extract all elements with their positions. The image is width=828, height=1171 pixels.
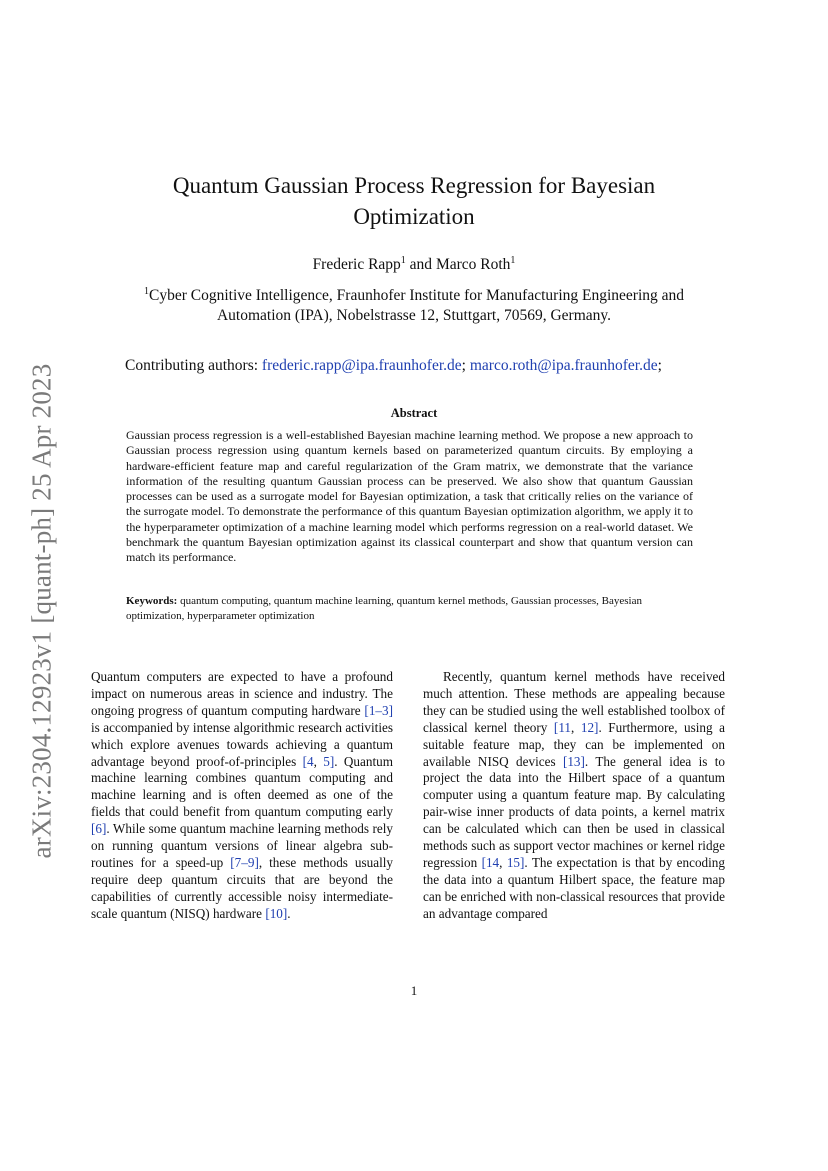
citation-separator: ,	[499, 854, 507, 870]
citation-link[interactable]: [4	[302, 753, 314, 769]
affiliation-marker: 1	[143, 285, 149, 297]
citation-link[interactable]: 15]	[506, 854, 525, 870]
citation-link[interactable]: [7–9]	[230, 854, 259, 870]
abstract-text: Gaussian process regression is a well-established Bayesian machine learning method. We propose a new approach to Gaussian process regression using quantum kernels based on parameterized quantum circuits. By employing a hardware-efficient feature map and careful regularization of the Gram matrix, we demonstrate that the variance information of the resulting quantum Gaussian process can be preserved. We also show that quantum Gaussian processes can be used as a surrogate model for Bayesian optimization, a task that critically relies on the variance of the surrogate model. To demonstrate the performance of this quantum Bayesian optimization algorithm, we apply it to the hyperparameter optimization of a machine learning model which performs regression on a real-world dataset. We benchmark the quantum Bayesian optimization against its classical counterpart and show that quantum version can match its performance.	[126, 428, 693, 565]
body-text: Quantum computers are expected to have a profound impact on numerous areas in science and industry. The ongoing progress of quantum computing hardware	[91, 669, 393, 718]
body-text: Recently, quantum kernel methods have received much attention. These methods are appealing because they can be studied using the well established toolbox of classical kernel theory	[423, 669, 725, 735]
arxiv-identifier-stamp	[20, 352, 64, 870]
email-terminator: ;	[657, 357, 662, 374]
citation-link[interactable]: [13]	[562, 753, 585, 769]
body-text: . While some quantum machine learning methods rely on running quantum versions of linear algebra sub-routines for a speed-up	[91, 821, 393, 870]
body-text: is accompanied by intense algorithmic research activities which explore avenues towards achieving a quantum advantage beyond proof-of-principles	[91, 719, 393, 769]
author-conjunction: and	[405, 256, 436, 273]
keywords-label: Keywords:	[126, 595, 178, 607]
citation-link[interactable]: [1–3]	[364, 702, 393, 718]
citation-link[interactable]: [11	[553, 719, 572, 735]
paper-title: Quantum Gaussian Process Regression for Bayesian Optimization	[172, 173, 656, 229]
email-link-roth[interactable]: marco.roth@ipa.fraunhofer.de	[469, 357, 658, 374]
affiliation-marker: 1	[510, 254, 516, 266]
body-text: . Quantum machine learning combines quantum computing and machine learning and is often deemed as one of the fields that could benefit from quantum computing early	[91, 753, 393, 820]
email-link-rapp[interactable]: frederic.rapp@ipa.fraunhofer.de	[261, 357, 462, 374]
citation-link[interactable]: [14	[481, 854, 500, 870]
citation-link[interactable]: 5]	[323, 753, 335, 769]
body-text: . The general idea is to project the data into the Hilbert space of a quantum computer using a quantum feature map. By calculating pair-wise inner products of data points, a kernel matrix can be calculated which can then be used in classical methods such as support vector machines or kernel ridge regression	[423, 753, 725, 870]
citation-link[interactable]: [6]	[91, 821, 107, 837]
affiliation	[110, 286, 718, 326]
author-name: Frederic Rapp	[312, 256, 401, 273]
keywords	[126, 594, 693, 623]
left-column-paragraph	[91, 669, 393, 923]
affiliation-text: Cyber Cognitive Intelligence, Fraunhofer Institute for Manufacturing Engineering and Automation (IPA), Nobelstrasse 12, Stuttgart, 70569, Germany.	[148, 287, 685, 324]
body-text: . The expectation is that by encoding the data into a quantum Hilbert space, the feature map can be enriched with non-classical resources that provide an advantage compared	[423, 854, 725, 921]
body-text: , these methods usually require deep quantum circuits that are beyond the capabilities of currently accessible noisy intermediate-scale quantum (NISQ) hardware	[91, 854, 393, 921]
page-number: 1	[410, 983, 418, 998]
contributing-label: Contributing authors:	[125, 357, 262, 374]
citation-link[interactable]: [10]	[265, 905, 288, 921]
right-column-paragraph	[423, 669, 725, 923]
citation-link[interactable]: 12]	[580, 719, 599, 735]
keywords-text: quantum computing, quantum machine learning, quantum kernel methods, Gaussian processes, Bayesian optimization, hyperparameter optimization	[126, 595, 642, 622]
citation-separator: ,	[571, 719, 581, 735]
body-text: . Furthermore, using a suitable feature map, they can be implemented on available NISQ devices	[423, 719, 726, 769]
contributing-authors	[125, 357, 725, 375]
author-name: Marco Roth	[435, 256, 511, 273]
citation-separator: ,	[313, 753, 324, 769]
arxiv-identifier-text: arXiv:2304.12923v1 [quant-ph] 25 Apr 2023	[26, 363, 57, 859]
body-text: .	[287, 905, 291, 921]
author-line	[120, 256, 708, 274]
email-separator: ;	[461, 357, 470, 374]
abstract-heading: Abstract	[390, 406, 438, 420]
affiliation-marker: 1	[400, 254, 406, 266]
